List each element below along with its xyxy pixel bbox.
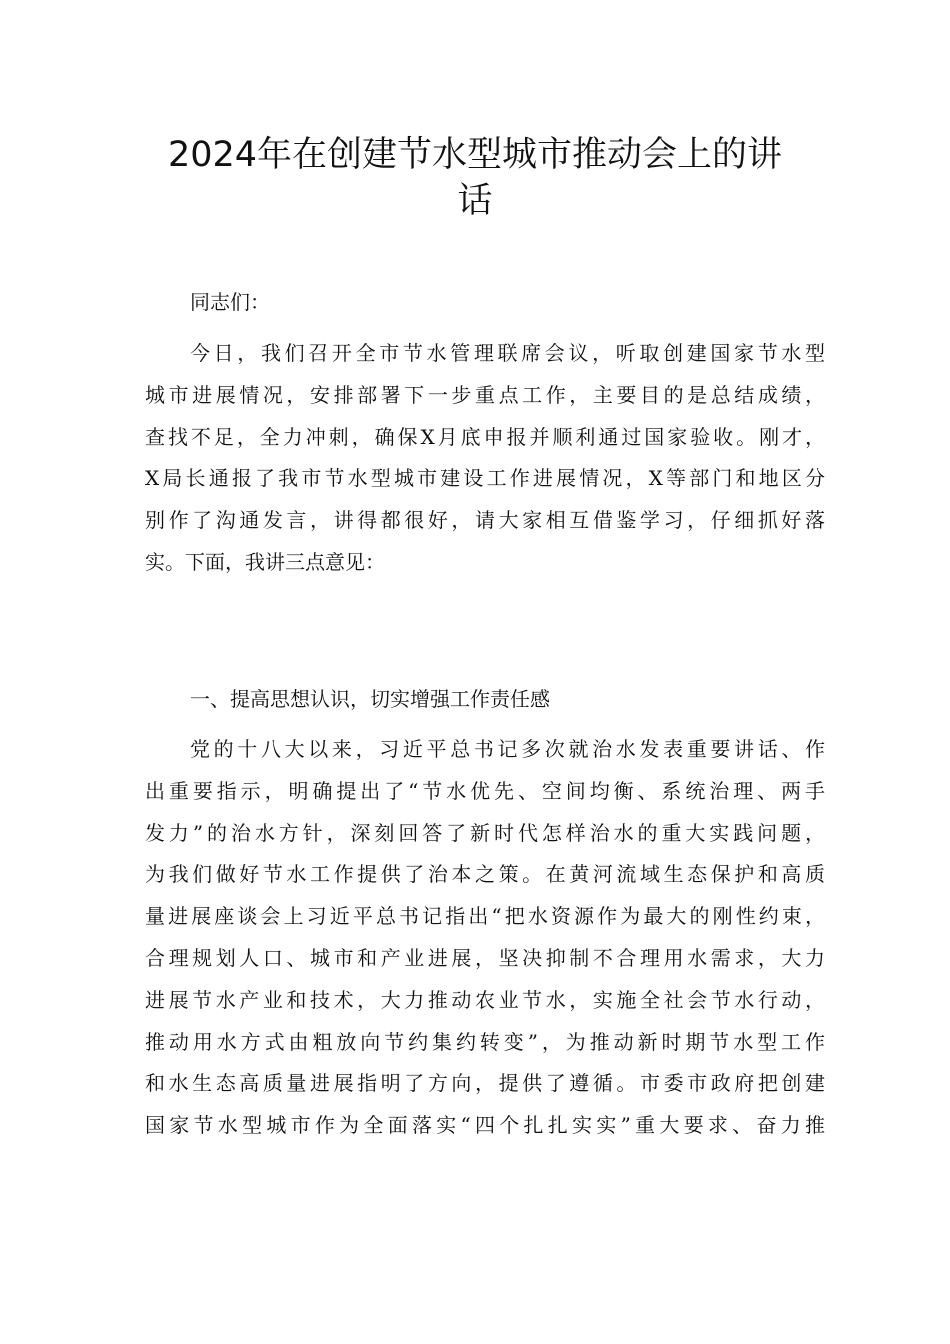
title-line-1: 2024年在创建节水型城市推动会上的讲 [167,135,783,175]
section-heading-1: 一、提高思想认识，切实增强工作责任感 [190,687,550,711]
paragraph-1-line: 查找不足，全力冲刺，确保X月底申报并顺利通过国家验收。刚才， [145,424,825,449]
document-title [120,132,830,224]
paragraph-2-line: 推动用水方式由粗放向节约集约转变”，为推动新时期节水型工作 [145,1029,825,1054]
paragraph-2-line: 进展节水产业和技术，大力推动农业节水，实施全社会节水行动， [145,987,825,1012]
paragraph-1-line: 今日，我们召开全市节水管理联席会议，听取创建国家节水型 [190,341,825,365]
paragraph-2-line: 为我们做好节水工作提供了治本之策。在黄河流域生态保护和高质 [145,862,825,887]
greeting: 同志们： [190,290,270,314]
paragraph-2-line: 合理规划人口、城市和产业进展，坚决抑制不合理用水需求，大力 [145,945,825,970]
paragraph-1-line: 实。下面，我讲三点意见： [145,549,385,574]
paragraph-1-line: X局长通报了我市节水型城市建设工作进展情况，X等部门和地区分 [145,466,825,491]
paragraph-1-line: 别作了沟通发言，讲得都很好，请大家相互借鉴学习，仔细抓好落 [145,508,825,533]
paragraph-1 [145,333,825,584]
paragraph-2-line: 党的十八大以来，习近平总书记多次就治水发表重要讲话、作 [190,737,825,761]
paragraph-2 [145,729,825,1147]
paragraph-1-line: 城市进展情况，安排部署下一步重点工作，主要目的是总结成绩， [145,382,825,407]
paragraph-2-line: 发力”的治水方针，深刻回答了新时代怎样治水的重大实践问题， [145,820,825,845]
paragraph-2-line: 量进展座谈会上习近平总书记指出“把水资源作为最大的刚性约束， [145,904,825,929]
paragraph-2-line: 国家节水型城市作为全面落实“四个扎扎实实”重大要求、奋力推 [145,1113,825,1138]
paragraph-2-line: 出重要指示，明确提出了“节水优先、空间均衡、系统治理、两手 [145,778,825,803]
paragraph-2-line: 和水生态高质量进展指明了方向，提供了遵循。市委市政府把创建 [145,1071,825,1096]
title-line-2: 话 [457,181,493,221]
